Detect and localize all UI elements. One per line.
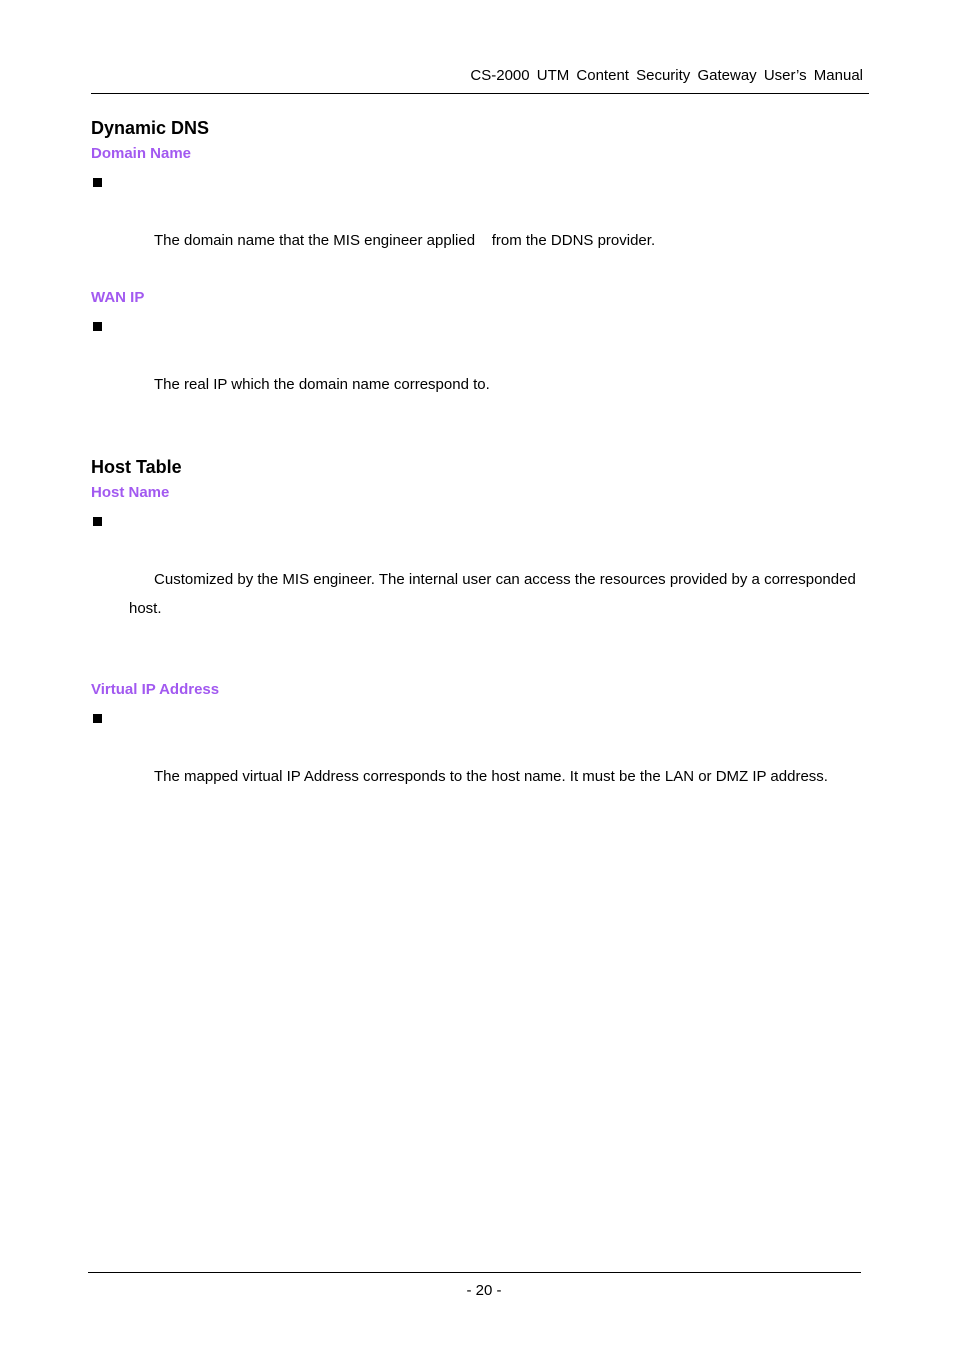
section-heading: Host Table bbox=[91, 457, 182, 477]
page-number: - 20 - bbox=[466, 1282, 502, 1299]
list-item bbox=[91, 312, 861, 428]
field-label-virtual-ip-address: Virtual IP Address bbox=[91, 681, 220, 698]
field-label-wan-ip: WAN IP bbox=[91, 289, 145, 306]
running-header: CS-2000 UTM Content Security Gateway User’s Manual bbox=[470, 67, 863, 84]
square-bullet-icon bbox=[93, 714, 102, 723]
square-bullet-icon bbox=[93, 517, 102, 526]
list-item-text: The domain name that the MIS engineer applied from the DDNS provider. bbox=[154, 232, 656, 249]
section-heading: Dynamic DNS bbox=[91, 118, 210, 138]
footer-divider bbox=[88, 1272, 861, 1273]
list-item bbox=[91, 507, 861, 652]
field-label-domain-name: Domain Name bbox=[91, 145, 192, 162]
list-item-text: Customized by the MIS engineer. The internal user can access the resources provided by a corresponded host. bbox=[129, 571, 860, 617]
list-item bbox=[91, 704, 861, 820]
square-bullet-icon bbox=[93, 178, 102, 187]
section-host-table bbox=[91, 455, 861, 820]
page-content bbox=[91, 116, 861, 820]
square-bullet-icon bbox=[93, 322, 102, 331]
list-item-text: The real IP which the domain name correspond to. bbox=[154, 376, 490, 393]
section-dynamic-dns bbox=[91, 116, 861, 428]
header-divider bbox=[91, 93, 869, 94]
list-item bbox=[91, 168, 861, 284]
list-item-text: The mapped virtual IP Address corresponds to the host name. It must be the LAN or DMZ IP address. bbox=[154, 768, 828, 785]
field-label-host-name: Host Name bbox=[91, 484, 170, 501]
